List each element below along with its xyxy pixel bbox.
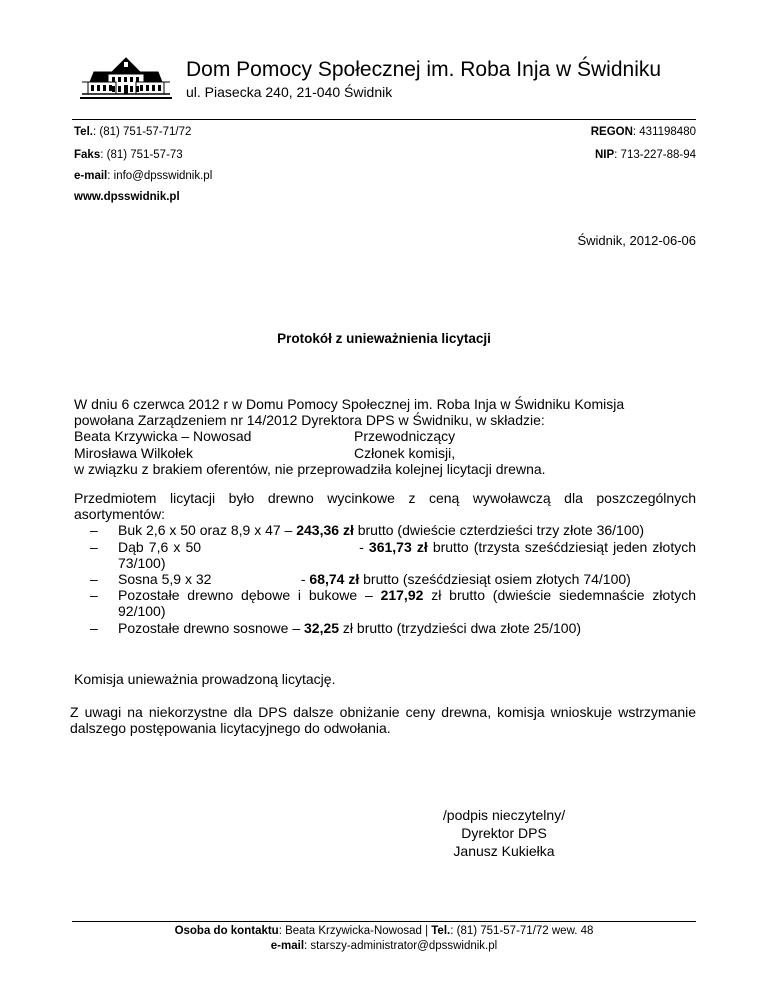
intro-paragraph (74, 396, 696, 477)
list-dash: – (90, 587, 98, 604)
email-value[interactable]: : info@dpsswidnik.pl (107, 170, 213, 182)
footer-contact-label: Osoba do kontaktu (174, 925, 279, 937)
list-dash: – (90, 619, 98, 636)
fax-label: Faks (74, 149, 101, 161)
item-price: 217,92 (380, 587, 424, 604)
item-name: Sosna 5,9 x 32 (118, 571, 212, 588)
intro-line: w związku z brakiem oferentów, nie przeprowadziła kolejnej licytacji drewna. (74, 460, 546, 477)
committee-member (74, 445, 696, 461)
member-role: Przewodniczący (354, 428, 456, 445)
item-price: 32,25 (304, 619, 340, 636)
intro-line: W dniu 6 czerwca 2012 r w Domu Pomocy Społecznej im. Roba Inja w Świdniku Komisja (74, 396, 625, 412)
institution-address: ul. Piasecka 240, 21-040 Świdnik (186, 84, 393, 100)
list-item (74, 620, 696, 636)
regon-label: REGON (590, 126, 633, 138)
website-link[interactable]: www.dpsswidnik.pl (74, 191, 180, 203)
footer-email (0, 940, 768, 952)
signer-position: Dyrektor DPS (461, 825, 547, 841)
list-dash: – (90, 538, 98, 555)
item-desc: zł brutto (dwieście siedemnaście złotych 92/100) (118, 587, 696, 620)
item-price: 361,73 zł (368, 538, 428, 555)
intro-line: powołana Zarządzeniem nr 14/2012 Dyrektora DPS w Świdniku, w składzie: (74, 412, 545, 429)
footer-email-value[interactable]: : starszy-administrator@dpsswidnik.pl (304, 940, 498, 952)
subject-paragraph (74, 490, 696, 636)
member-name: Beata Krzywicka – Nowosad (74, 428, 252, 445)
footer-contact (0, 925, 768, 937)
list-item (74, 587, 696, 619)
item-desc: brutto (sześćdziesiąt osiem złotych 74/100) (359, 571, 631, 588)
nip-label: NIP (594, 149, 615, 161)
item-name: Pozostałe drewno dębowe i bukowe – (118, 587, 381, 604)
item-desc: zł brutto (trzydzieści dwa złote 25/100) (339, 619, 582, 636)
footer-tel-label: Tel. (431, 925, 451, 937)
item-price: 243,36 zł (296, 522, 354, 539)
footer-tel-value: : (81) 751-57-71/72 wew. 48 (450, 925, 594, 937)
conclusion-paragraph: Z uwagi na niekorzystne dla DPS dalsze obniżanie ceny drewna, komisja wnioskuje wstrzymanie dalszego postępowania licytacyjnego do odwołania. (70, 704, 696, 737)
footer-contact-value: : Beata Krzywicka-Nowosad | (278, 925, 432, 937)
member-role: Członek komisji, (354, 444, 456, 461)
tel-value: : (81) 751-57-71/72 (92, 126, 192, 138)
item-name: Pozostałe drewno sosnowe – (118, 619, 304, 636)
subject-lead: Przedmiotem licytacji było drewno wycinkowe z ceną wywoławczą dla poszczególnych asortymentów: (74, 490, 696, 523)
footer-email-label: e-mail (270, 940, 305, 952)
header-divider (72, 119, 696, 120)
item-desc: brutto (trzysta sześćdziesiąt jeden złotych 73/100) (118, 538, 696, 571)
member-name: Mirosława Wilkołek (74, 444, 194, 461)
contact-regon (591, 126, 696, 138)
item-separator: - (211, 571, 310, 588)
contact-tel (74, 126, 191, 138)
list-dash: – (90, 522, 98, 539)
fax-value: : (81) 751-57-73 (100, 149, 183, 161)
contact-www[interactable] (74, 191, 180, 203)
list-item (74, 522, 696, 538)
contact-email (74, 170, 212, 182)
footer-divider (72, 921, 696, 922)
assortment-list (74, 522, 696, 635)
list-dash: – (90, 571, 98, 588)
tel-label: Tel. (74, 126, 93, 138)
regon-value: : 431198480 (632, 126, 696, 138)
institution-title: Dom Pomocy Społecznej im. Roba Inja w Świdniku (186, 58, 662, 81)
signer-name: Janusz Kukiełka (453, 843, 555, 859)
nip-value: : 713-227-88-94 (614, 149, 696, 161)
item-desc: brutto (dwieście czterdzieści trzy złote 36/100) (353, 522, 645, 539)
signature-note: /podpis nieczytelny/ (442, 807, 566, 823)
item-name: Buk 2,6 x 50 oraz 8,9 x 47 – (118, 522, 297, 539)
list-item (74, 571, 696, 587)
committee-member (74, 428, 696, 444)
item-name: Dąb 7,6 x 50 (118, 538, 202, 555)
list-item (74, 539, 696, 571)
item-separator: - (201, 538, 369, 555)
annulment-statement: Komisja unieważnia prowadzoną licytację. (74, 671, 336, 687)
building-logo-icon (80, 52, 172, 102)
contact-fax (74, 149, 183, 161)
email-label: e-mail (74, 170, 108, 182)
signature-block (400, 806, 608, 860)
document-title: Protokół z unieważnienia licytacji (277, 331, 491, 346)
contact-nip (595, 149, 696, 161)
item-price: 68,74 zł (309, 571, 360, 588)
document-date: Świdnik, 2012-06-06 (577, 233, 696, 248)
